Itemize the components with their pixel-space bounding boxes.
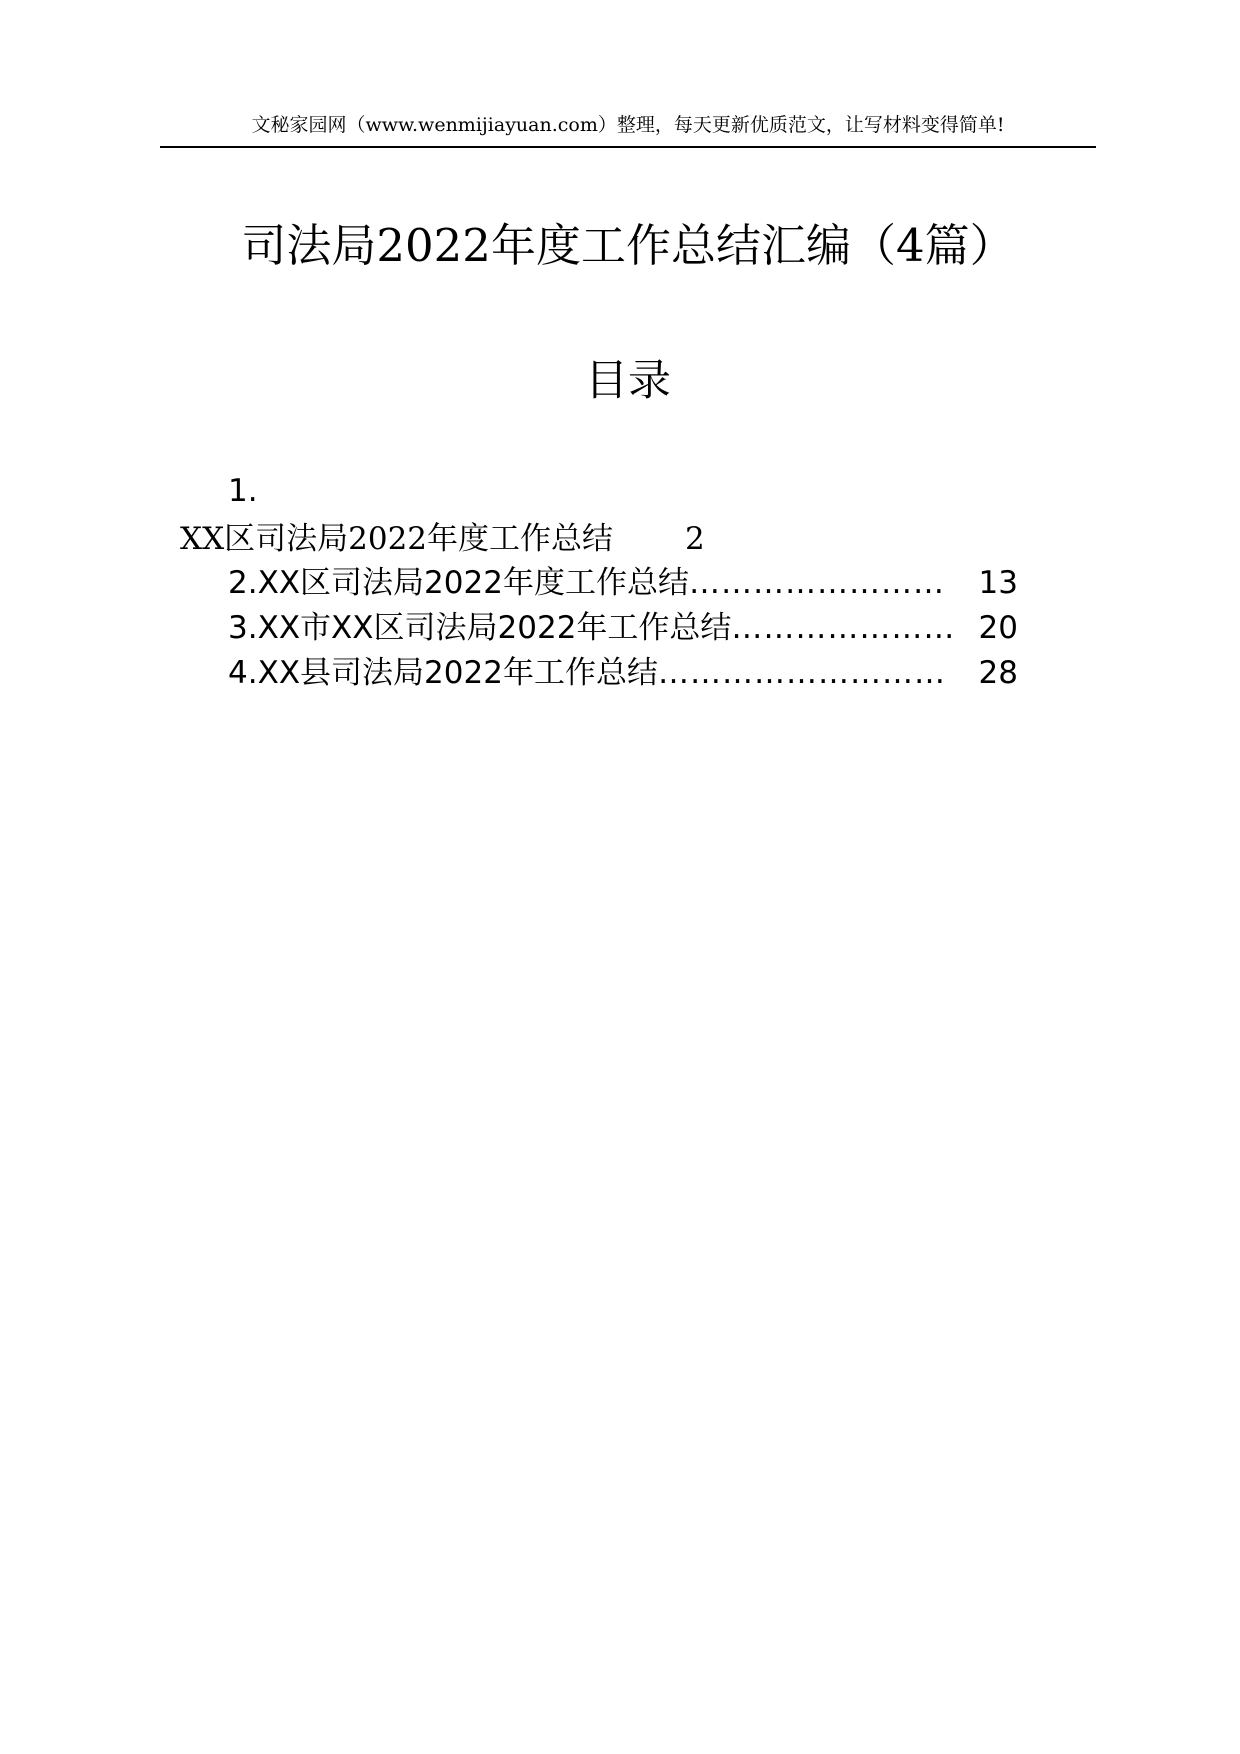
toc-leader-dots: …………………… (688, 565, 945, 601)
toc-entry-title[interactable]: 4.XX县司法局2022年工作总结 (228, 655, 658, 691)
toc-entry-page: 2 (685, 521, 705, 557)
toc-entry-page: 28 (978, 655, 1018, 691)
title-year: 2022 (376, 219, 491, 272)
title-segment: 年度工作总结汇编（ (490, 219, 896, 272)
toc-entry[interactable] (228, 608, 1018, 648)
toc-entry-number: 1. (228, 473, 258, 509)
toc-entry-title[interactable]: 2.XX区司法局2022年度工作总结 (228, 565, 689, 601)
toc-entry[interactable] (228, 563, 1018, 603)
header-divider (160, 146, 1096, 148)
toc-entry-page: 13 (978, 565, 1018, 601)
toc-entry-title[interactable]: 3.XX市XX区司法局2022年工作总结 (228, 610, 732, 646)
toc-entry[interactable] (228, 653, 1018, 693)
toc-leader-dots: ………………… (731, 610, 956, 646)
toc-heading: 目录 (585, 356, 671, 406)
title-segment: 司法局 (241, 219, 377, 272)
title-count: 4 (895, 219, 925, 272)
page-header-text: 文秘家园网（www.wenmijiayuan.com）整理，每天更新优质范文，让写材料变得简单! (251, 114, 1005, 136)
title-segment: 篇） (924, 219, 1015, 272)
toc-entry-link[interactable]: XX区司法局2022年度工作总结 (180, 521, 614, 557)
document-title (160, 216, 1096, 276)
toc-entry-page: 20 (978, 610, 1018, 646)
toc-leader-dots: ……………………… (657, 655, 946, 691)
